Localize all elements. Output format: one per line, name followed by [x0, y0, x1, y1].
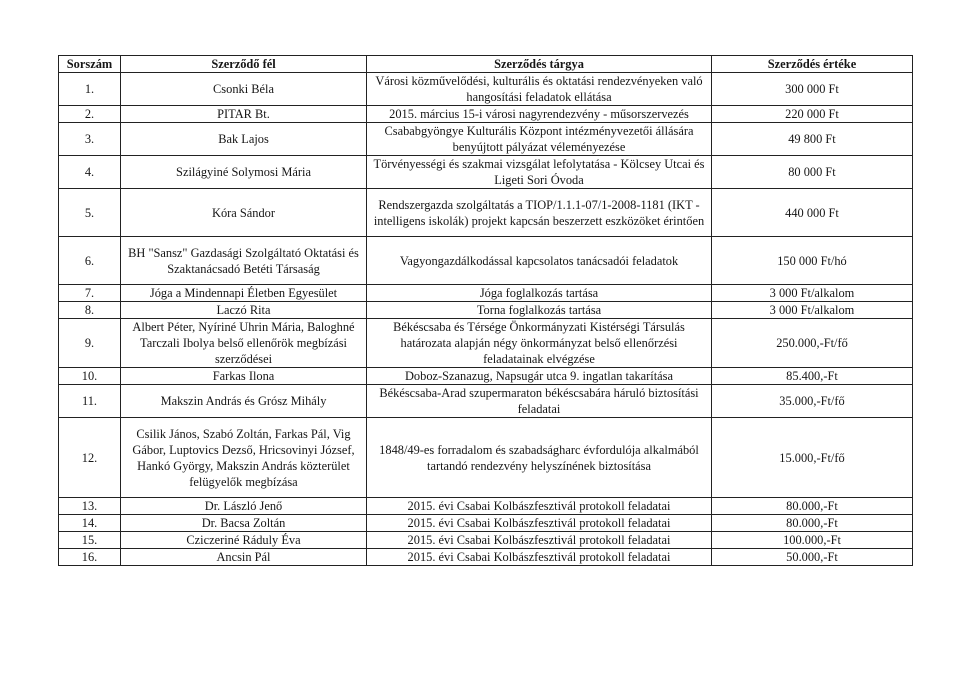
cell-contract-value: 50.000,-Ft	[712, 549, 913, 566]
cell-contract-subject: Rendszergazda szolgáltatás a TIOP/1.1.1-07/1-2008-1181 (IKT - intelligens iskolák) projekt kapcsán beszerzett eszközöket érintően	[367, 189, 712, 237]
cell-contracting-party: Bak Lajos	[121, 123, 367, 156]
header-contract-subject: Szerződés tárgya	[367, 56, 712, 73]
cell-contract-subject: 2015. évi Csabai Kolbászfesztivál protokoll feladatai	[367, 515, 712, 532]
cell-serial-number: 7.	[59, 285, 121, 302]
table-row	[59, 106, 913, 123]
table-row	[59, 285, 913, 302]
cell-serial-number: 4.	[59, 156, 121, 189]
cell-serial-number: 16.	[59, 549, 121, 566]
cell-contract-subject: Csababgyöngye Kulturális Központ intézményvezetői állására benyújtott pályázat véleményezése	[367, 123, 712, 156]
cell-serial-number: 5.	[59, 189, 121, 237]
table-row	[59, 515, 913, 532]
table-row	[59, 73, 913, 106]
table-row	[59, 237, 913, 285]
cell-serial-number: 13.	[59, 498, 121, 515]
cell-contracting-party: BH "Sansz" Gazdasági Szolgáltató Oktatási és Szaktanácsadó Betéti Társaság	[121, 237, 367, 285]
cell-serial-number: 12.	[59, 418, 121, 498]
cell-contract-value: 49 800 Ft	[712, 123, 913, 156]
table-header-row	[59, 56, 913, 73]
cell-contracting-party: Csonki Béla	[121, 73, 367, 106]
table-row	[59, 189, 913, 237]
cell-serial-number: 2.	[59, 106, 121, 123]
cell-contract-value: 80.000,-Ft	[712, 515, 913, 532]
cell-contracting-party: Dr. Bacsa Zoltán	[121, 515, 367, 532]
cell-contract-subject: 2015. évi Csabai Kolbászfesztivál protokoll feladatai	[367, 549, 712, 566]
cell-serial-number: 6.	[59, 237, 121, 285]
cell-contracting-party: Kóra Sándor	[121, 189, 367, 237]
cell-contract-subject: Törvényességi és szakmai vizsgálat lefolytatása - Kölcsey Utcai és Ligeti Sori Óvoda	[367, 156, 712, 189]
cell-contract-value: 15.000,-Ft/fő	[712, 418, 913, 498]
cell-contracting-party: Jóga a Mindennapi Életben Egyesület	[121, 285, 367, 302]
cell-serial-number: 1.	[59, 73, 121, 106]
cell-serial-number: 14.	[59, 515, 121, 532]
cell-serial-number: 9.	[59, 319, 121, 368]
header-contracting-party: Szerződő fél	[121, 56, 367, 73]
cell-contracting-party: Makszin András és Grósz Mihály	[121, 385, 367, 418]
cell-contract-value: 85.400,-Ft	[712, 368, 913, 385]
table-row	[59, 532, 913, 549]
cell-contract-subject: 2015. évi Csabai Kolbászfesztivál protokoll feladatai	[367, 532, 712, 549]
header-serial-number: Sorszám	[59, 56, 121, 73]
cell-contract-subject: Doboz-Szanazug, Napsugár utca 9. ingatlan takarítása	[367, 368, 712, 385]
table-row	[59, 498, 913, 515]
cell-contract-value: 100.000,-Ft	[712, 532, 913, 549]
cell-contracting-party: Farkas Ilona	[121, 368, 367, 385]
cell-contracting-party: Szilágyiné Solymosi Mária	[121, 156, 367, 189]
cell-contract-value: 250.000,-Ft/fő	[712, 319, 913, 368]
table-row	[59, 156, 913, 189]
cell-contract-value: 3 000 Ft/alkalom	[712, 285, 913, 302]
cell-contract-subject: Torna foglalkozás tartása	[367, 302, 712, 319]
cell-serial-number: 11.	[59, 385, 121, 418]
cell-contract-subject: Városi közművelődési, kulturális és oktatási rendezvényeken való hangosítási feladatok ellátása	[367, 73, 712, 106]
cell-contract-value: 150 000 Ft/hó	[712, 237, 913, 285]
cell-contract-value: 3 000 Ft/alkalom	[712, 302, 913, 319]
cell-contracting-party: Csilik János, Szabó Zoltán, Farkas Pál, Vig Gábor, Luptovics Dezső, Hricsovinyi József, Hankó György, Makszin András közterület felügyelők megbízása	[121, 418, 367, 498]
cell-contract-value: 300 000 Ft	[712, 73, 913, 106]
cell-contract-subject: Jóga foglalkozás tartása	[367, 285, 712, 302]
table-body	[59, 73, 913, 566]
table-row	[59, 549, 913, 566]
table-row	[59, 368, 913, 385]
cell-contract-value: 80 000 Ft	[712, 156, 913, 189]
cell-contract-value: 35.000,-Ft/fő	[712, 385, 913, 418]
header-contract-value: Szerződés értéke	[712, 56, 913, 73]
table-row	[59, 319, 913, 368]
cell-contracting-party: Laczó Rita	[121, 302, 367, 319]
cell-serial-number: 8.	[59, 302, 121, 319]
cell-contracting-party: Cziczeriné Ráduly Éva	[121, 532, 367, 549]
cell-contracting-party: PITAR Bt.	[121, 106, 367, 123]
cell-contract-subject: 2015. március 15-i városi nagyrendezvény - műsorszervezés	[367, 106, 712, 123]
cell-contract-subject: Békéscsaba és Térsége Önkormányzati Kistérségi Társulás határozata alapján négy önkormányzat belső ellenőrzési feladatainak elvégzése	[367, 319, 712, 368]
cell-contract-subject: 2015. évi Csabai Kolbászfesztivál protokoll feladatai	[367, 498, 712, 515]
cell-contract-value: 440 000 Ft	[712, 189, 913, 237]
cell-serial-number: 3.	[59, 123, 121, 156]
cell-contracting-party: Ancsin Pál	[121, 549, 367, 566]
table-row	[59, 385, 913, 418]
cell-contract-subject: Vagyongazdálkodással kapcsolatos tanácsadói feladatok	[367, 237, 712, 285]
table-row	[59, 302, 913, 319]
table-row	[59, 418, 913, 498]
cell-contract-value: 220 000 Ft	[712, 106, 913, 123]
cell-contract-subject: 1848/49-es forradalom és szabadságharc évfordulója alkalmából tartandó rendezvény helyszínének biztosítása	[367, 418, 712, 498]
cell-contract-subject: Békéscsaba-Arad szupermaraton békéscsabára háruló biztosítási feladatai	[367, 385, 712, 418]
cell-serial-number: 15.	[59, 532, 121, 549]
contracts-table	[58, 55, 913, 566]
cell-contract-value: 80.000,-Ft	[712, 498, 913, 515]
cell-contracting-party: Dr. László Jenő	[121, 498, 367, 515]
cell-contracting-party: Albert Péter, Nyíriné Uhrin Mária, Baloghné Tarczali Ibolya belső ellenőrök megbízási szerződései	[121, 319, 367, 368]
cell-serial-number: 10.	[59, 368, 121, 385]
table-row	[59, 123, 913, 156]
